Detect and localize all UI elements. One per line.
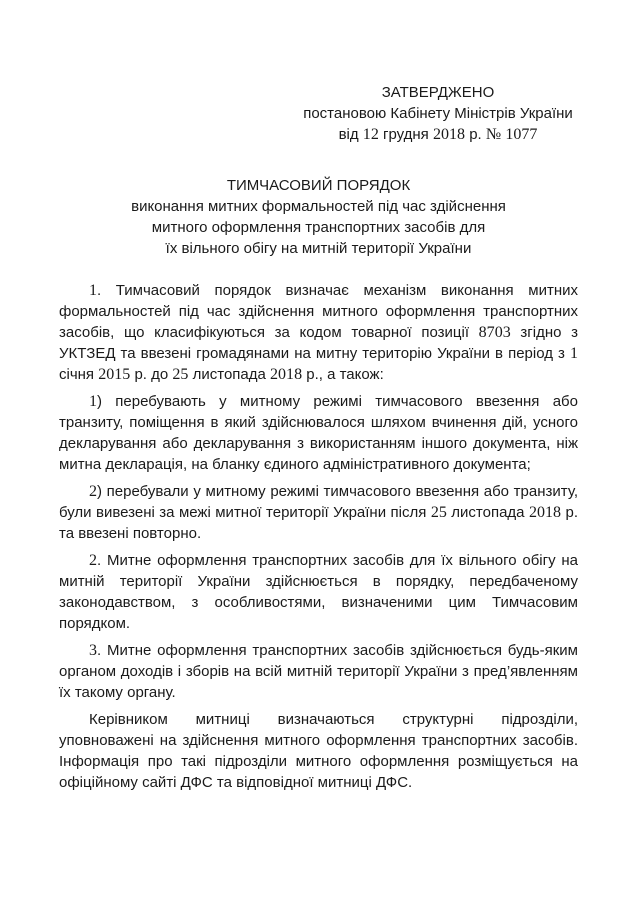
serif-number: 1 [89, 282, 98, 299]
paragraph-3: 3. Митне оформлення транспортних засобів здійснюється будь-яким органом доходів і зборів на всій митній території України з пред’явленням їх такому органу. [59, 642, 578, 701]
paragraph-1: 1. Тимчасовий порядок визначає механізм виконання митних формальностей під час здійснення митного оформлення транспортних засобів, що класифікуються за кодом товарної позиції 8703 згідно з УКТЗЕД та ввезені громадянами на митну територію України в період з 1 січня 2015 р. до 25 листопада 2018 р., а також: [59, 282, 578, 383]
title-line-1: ТИМЧАСОВИЙ ПОРЯДОК [226, 177, 411, 194]
serif-number: 8703 [478, 324, 511, 341]
serif-number: № [485, 126, 502, 143]
title-line-3: митного оформлення транспортних засобів для [151, 219, 486, 236]
document-title [59, 175, 578, 259]
paragraph-2: 2. Митне оформлення транспортних засобів для їх вільного обігу на митній території України здійснюється в порядку, передбаченому законодавством, з особливостями, визначеними цим Тимчасовим порядком. [59, 552, 578, 632]
serif-number: 2 [89, 552, 98, 569]
serif-number: 12 [362, 126, 379, 143]
approval-block [298, 82, 578, 145]
document-body [59, 280, 578, 793]
serif-number: 2 [89, 483, 98, 500]
serif-number: 2018 [528, 504, 562, 521]
serif-number: 2018 [432, 126, 466, 143]
serif-number: 25 [430, 504, 447, 521]
paragraph-structural-units: Керівником митниці визначаються структурні підрозділи, уповноважені на здійснення митного оформлення транспортних засобів. Інформація про такі підрозділи митного оформлення розміщується на офіційному сайті ДФС та відповідної митниці ДФС. [59, 711, 578, 791]
serif-number: 3 [89, 642, 98, 659]
serif-number: 1077 [505, 126, 538, 143]
approval-authority: постановою Кабінету Міністрів України [303, 105, 573, 122]
serif-number: 2018 [270, 366, 303, 383]
title-line-4: їх вільного обігу на митній території України [165, 240, 472, 257]
serif-number: 25 [172, 366, 189, 383]
paragraph-1-item-2: 2) перебували у митному режимі тимчасового ввезення або транзиту, були вивезені за межі митної території України після 25 листопада 2018 р. та ввезені повторно. [59, 483, 579, 542]
approval-date-number: від 12 грудня 2018 р. № 1077 [338, 126, 538, 143]
approval-stamp: ЗАТВЕРДЖЕНО [381, 84, 495, 101]
serif-number: 1 [569, 345, 578, 362]
title-line-2: виконання митних формальностей під час здійснення [131, 198, 506, 215]
paragraph-1-item-1: 1) перебувають у митному режимі тимчасового ввезення або транзиту, поміщення в який здійснювалося шляхом вчинення дій, усного декларування або декларування з використанням іншого документа, ніж митна декларація, на бланку єдиного адміністративного документа; [59, 393, 578, 473]
serif-number: 1 [89, 393, 98, 410]
serif-number: 2015 [98, 366, 131, 383]
